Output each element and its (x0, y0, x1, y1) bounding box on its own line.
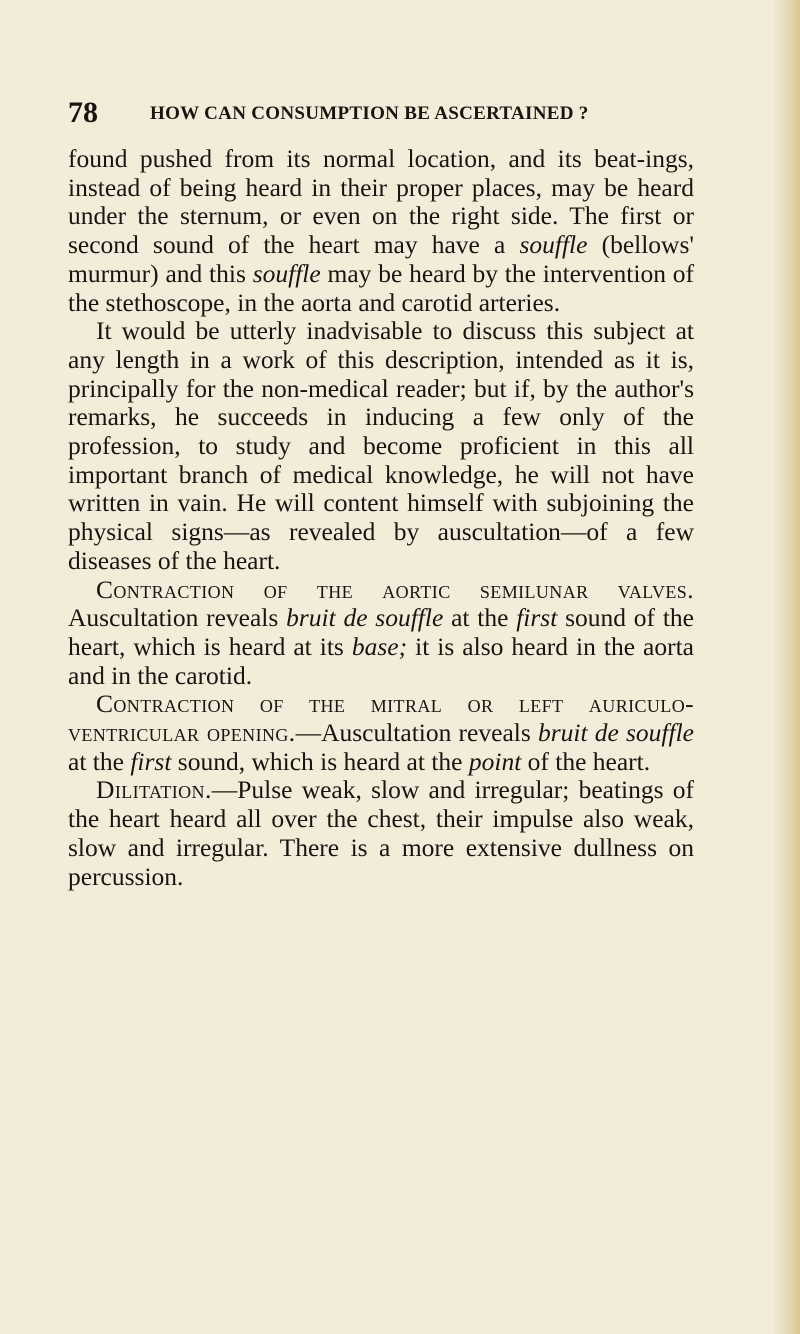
mitral-t1: —Auscultation reveals (295, 718, 538, 748)
mitral-italic-2: first (130, 746, 172, 776)
mitral-italic-1: bruit de souffle (537, 718, 694, 748)
paragraph-2 (68, 317, 694, 575)
paragraph-aortic (68, 576, 694, 691)
aortic-t4: it is also heard in the aorta and in the carotid. (68, 631, 694, 690)
dilitation-text: —Pulse weak, slow and irregular; beatings of the heart heard all over the chest, their impulse also weak, slow and irregular. There is a more extensive dullness on percussion. (68, 775, 694, 891)
running-title: HOW CAN CONSUMPTION BE ASCERTAINED ? (150, 103, 589, 124)
p2-text: It would be utterly inadvisable to discuss this subject at any length in a work of this description, intended as it is, principally for the non-medical reader; but if, by the author's remarks, he succeeds in inducing a few only of the profession, to study and become proficient in this all important branch of medical knowledge, he will not have written in vain. He will content himself with subjoining the physical signs—as revealed by auscultation—of a few diseases of the heart. (68, 316, 694, 575)
dilitation-heading: Dilitation. (96, 775, 212, 805)
aortic-t3: sound of the heart, which is heard at its (68, 603, 694, 661)
aortic-italic-3: base; (351, 631, 408, 661)
aortic-heading: Contraction of the aortic semilunar valves. (96, 574, 694, 604)
page-body (68, 145, 694, 891)
page-number: 78 (68, 96, 98, 129)
p1-mid: (bellows' murmur) and this (68, 230, 694, 288)
p1-end: may be heard by the intervention of the stethoscope, in the aorta and carotid arteries. (68, 258, 694, 317)
aortic-t1: Auscultation reveals (68, 603, 287, 633)
mitral-heading: Contraction of the mitral or left auriculo-ventricular opening. (68, 689, 694, 748)
p1-text: found pushed from its normal location, and its beat-ings, instead of being heard in their proper places, may be heard under the sternum, or even on the right side. The first or second sound of the heart may have a (68, 144, 694, 260)
paragraph-dilitation (68, 776, 694, 891)
page-edge-shadow (772, 0, 800, 1334)
page-header (68, 96, 708, 136)
mitral-t3: sound, which is heard at the (171, 746, 469, 776)
mitral-italic-3: point (468, 746, 522, 776)
aortic-italic-2: first (516, 603, 558, 633)
p1-italic-souffle-2: souffle (252, 258, 321, 288)
paragraph-mitral (68, 690, 694, 776)
aortic-italic-1: bruit de souffle (286, 603, 444, 633)
mitral-t4: of the heart. (521, 746, 651, 776)
aortic-t2: at the (443, 603, 517, 633)
p1-italic-souffle: souffle (519, 230, 588, 260)
mitral-t2: at the (68, 746, 131, 776)
paragraph-1 (68, 145, 694, 317)
